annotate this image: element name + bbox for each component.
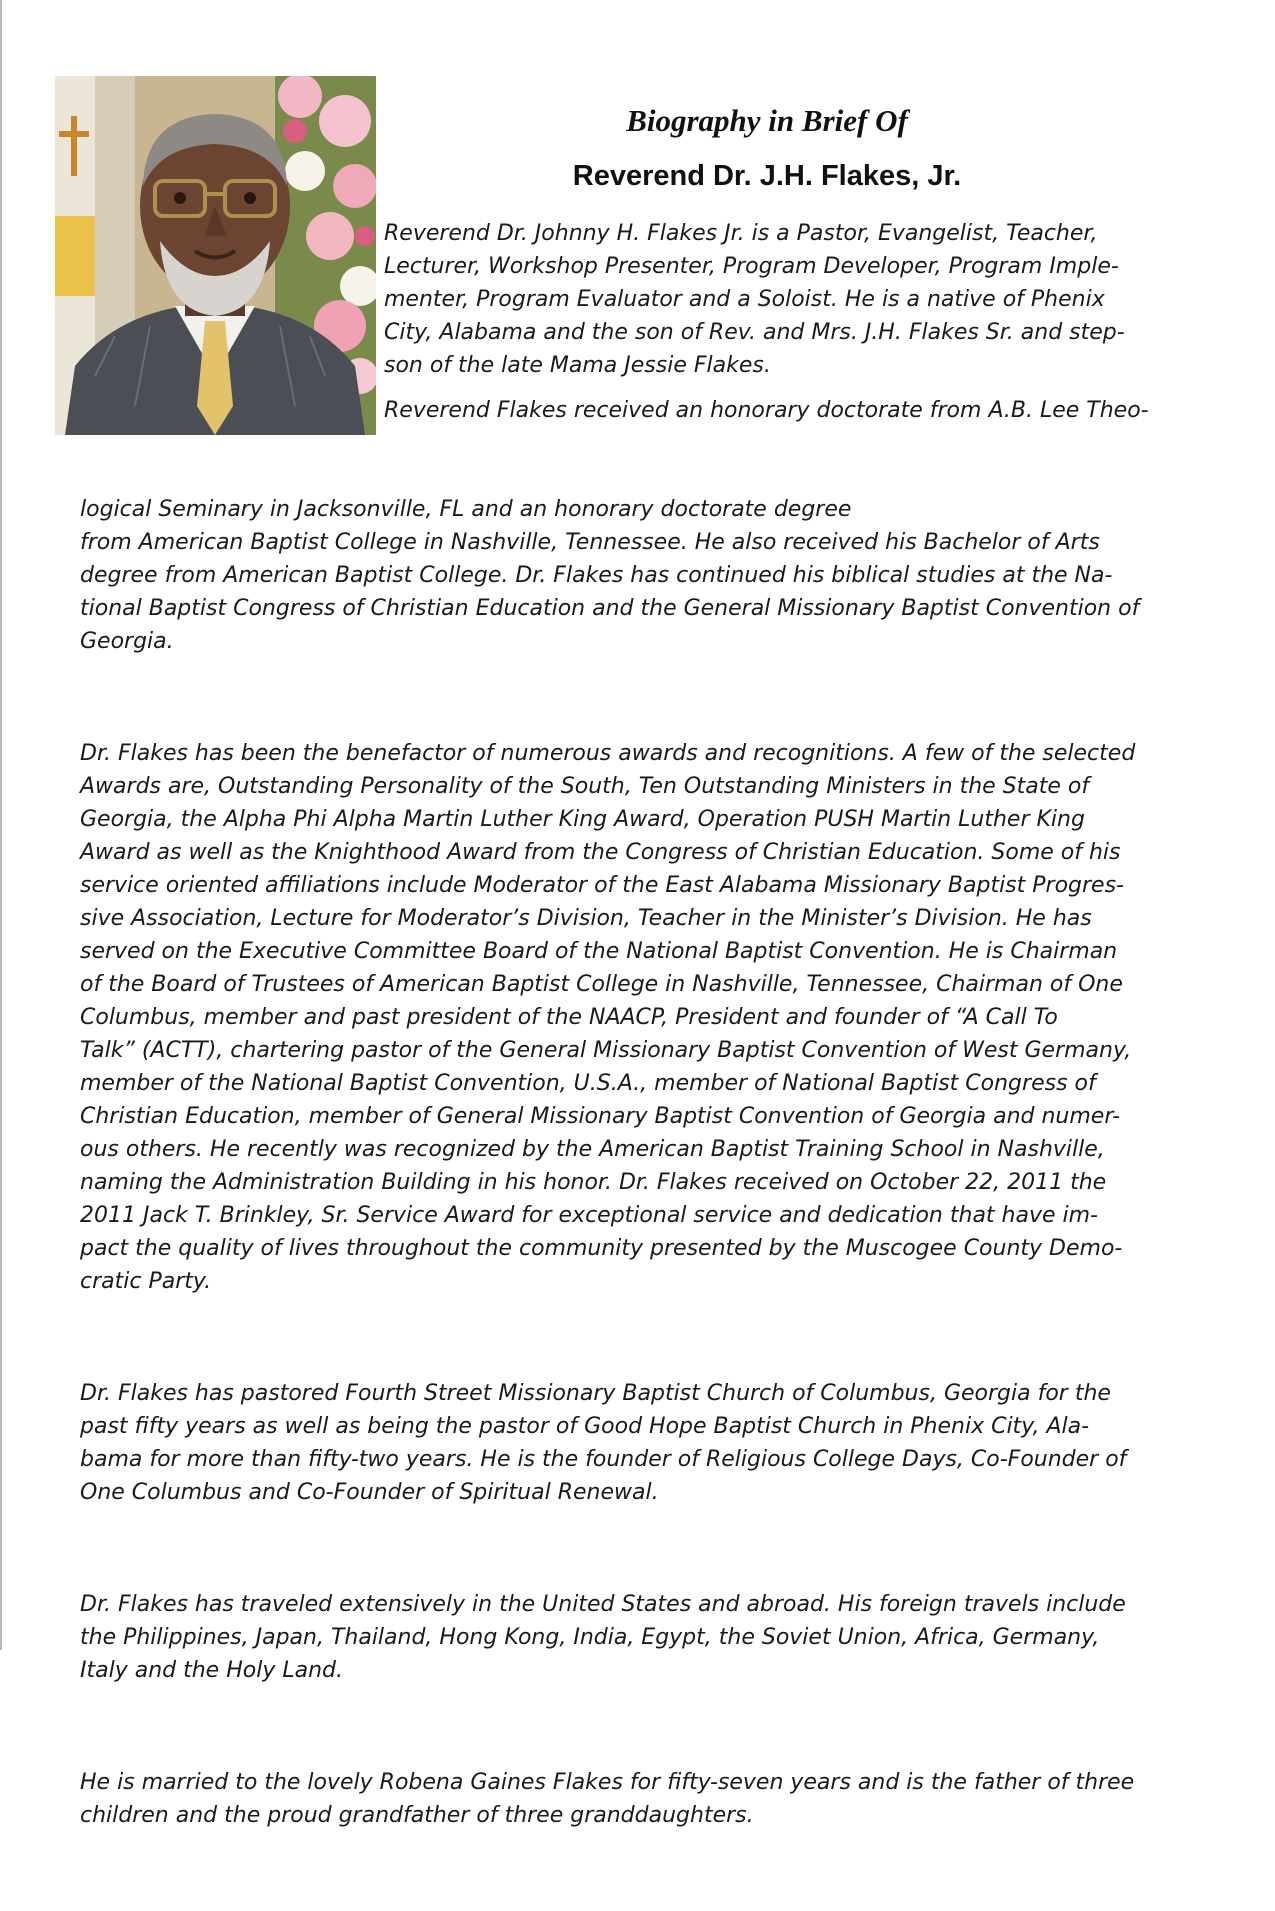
education-paragraph [80,493,1139,658]
biography-body [80,427,1139,1911]
text-line: sive Association, Lecture for Moderator’s Division, Teacher in the Minister’s Division. He has [80,906,1092,931]
document-title: Biography in Brief Of [626,103,908,138]
text-line: of the Board of Trustees of American Baptist College in Nashville, Tennessee, Chairman of One [80,972,1123,997]
text-line: pact the quality of lives throughout the community presented by the Muscogee County Demo- [80,1236,1123,1261]
text-line: past fifty years as well as being the pastor of Good Hope Baptist Church in Phenix City, Ala- [80,1414,1090,1439]
text-line: Dr. Flakes has been the benefactor of numerous awards and recognitions. A few of the selected [80,741,1136,766]
text-line: the Philippines, Japan, Thailand, Hong Kong, India, Egypt, the Soviet Union, Africa, Germany, [80,1625,1100,1650]
text-line: ous others. He recently was recognized by the American Baptist Training School in Nashville, [80,1137,1105,1162]
text-line: children and the proud grandfather of three granddaughters. [80,1803,754,1828]
text-line: Reverend Dr. Johnny H. Flakes Jr. is a Pastor, Evangelist, Teacher, [384,221,1098,246]
text-line: One Columbus and Co-Founder of Spiritual Renewal. [80,1480,659,1505]
text-line: He is married to the lovely Robena Gaines Flakes for fifty-seven years and is the father of three [80,1770,1135,1795]
education-paragraph-beside-photo [384,394,1149,427]
travel-paragraph [80,1588,1139,1687]
text-line: Award as well as the Knighthood Award from the Congress of Christian Education. Some of his [80,840,1121,865]
text-line: member of the National Baptist Convention, U.S.A., member of National Baptist Congress of [80,1071,1096,1096]
portrait-photo [55,76,376,435]
pastorate-paragraph [80,1377,1139,1509]
text-line: Columbus, member and past president of the NAACP, President and founder of “A Call To [80,1005,1058,1030]
document-subtitle: Reverend Dr. J.H. Flakes, Jr. [572,160,962,192]
awards-paragraph [80,737,1139,1298]
intro-paragraph [384,217,1125,382]
text-line: Dr. Flakes has pastored Fourth Street Missionary Baptist Church of Columbus, Georgia for the [80,1381,1111,1406]
text-line: 2011 Jack T. Brinkley, Sr. Service Award for exceptional service and dedication that have im- [80,1203,1098,1228]
text-line: Dr. Flakes has traveled extensively in the United States and abroad. His foreign travels include [80,1592,1126,1617]
text-line: service oriented affiliations include Moderator of the East Alabama Missionary Baptist Progres- [80,873,1124,898]
text-line: degree from American Baptist College. Dr. Flakes has continued his biblical studies at the Na- [80,563,1113,588]
text-line: Awards are, Outstanding Personality of the South, Ten Outstanding Ministers in the State of [80,774,1090,799]
text-line: bama for more than fifty-two years. He is the founder of Religious College Days, Co-Founder of [80,1447,1127,1472]
text-line: Reverend Flakes received an honorary doctorate from A.B. Lee Theo- [384,398,1149,423]
text-line: City, Alabama and the son of Rev. and Mrs. J.H. Flakes Sr. and step- [384,320,1125,345]
text-line: Lecturer, Workshop Presenter, Program Developer, Program Imple- [384,254,1119,279]
text-line: Talk” (ACTT), chartering pastor of the General Missionary Baptist Convention of West Germany, [80,1038,1132,1063]
text-line: from American Baptist College in Nashville, Tennessee. He also received his Bachelor of Arts [80,530,1100,555]
text-line: tional Baptist Congress of Christian Education and the General Missionary Baptist Convention of [80,596,1140,621]
text-line: naming the Administration Building in his honor. Dr. Flakes received on October 22, 2011 the [80,1170,1107,1195]
text-line: served on the Executive Committee Board of the National Baptist Convention. He is Chairman [80,939,1118,964]
page-edge [0,0,2,1650]
text-line: logical Seminary in Jacksonville, FL and an honorary doctorate degree [80,497,852,522]
text-line: Christian Education, member of General Missionary Baptist Convention of Georgia and numer- [80,1104,1121,1129]
family-paragraph [80,1766,1139,1832]
text-line: Georgia. [80,629,174,654]
text-line: Italy and the Holy Land. [80,1658,343,1683]
text-line: menter, Program Evaluator and a Soloist. He is a native of Phenix [384,287,1105,312]
text-line: son of the late Mama Jessie Flakes. [384,353,771,378]
text-line: cratic Party. [80,1269,212,1294]
text-line: Georgia, the Alpha Phi Alpha Martin Luther King Award, Operation PUSH Martin Luther King [80,807,1085,832]
